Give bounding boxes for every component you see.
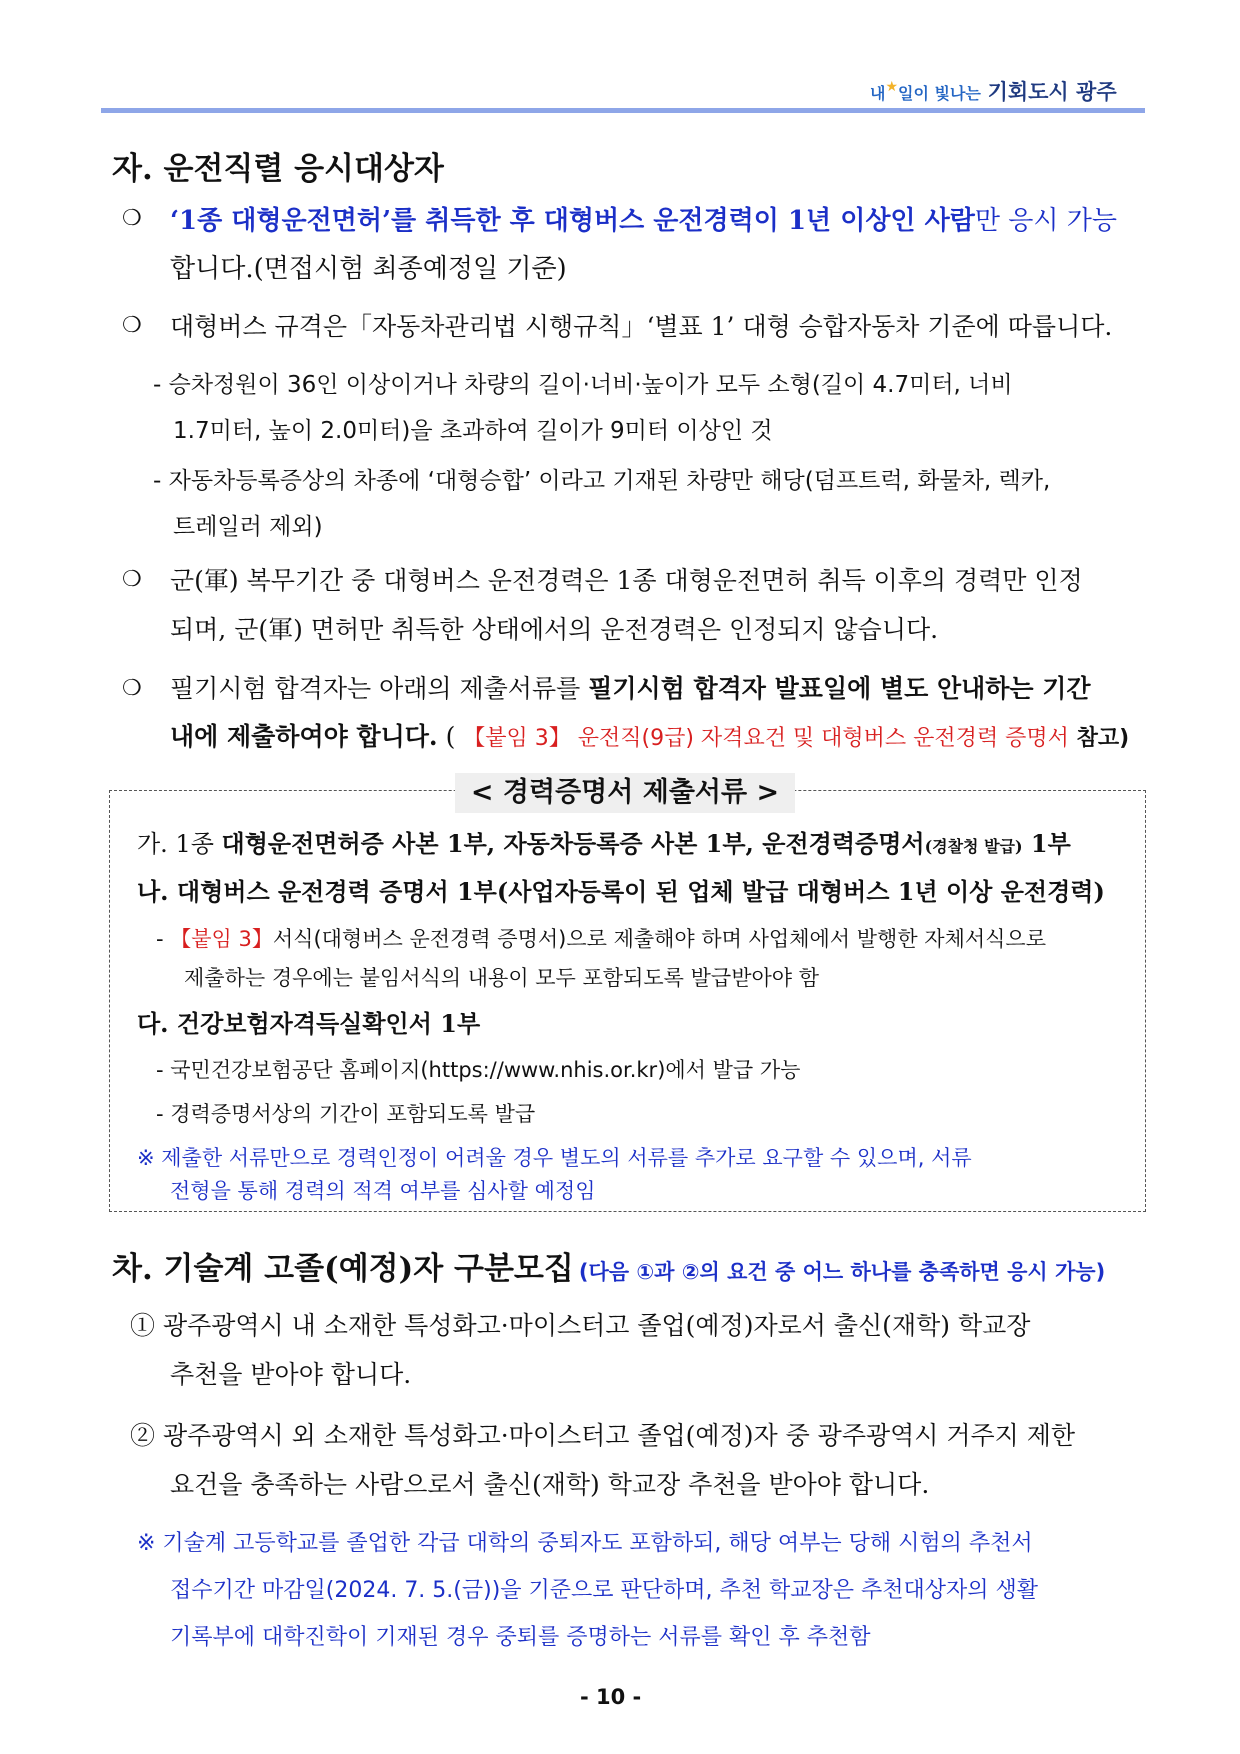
bullet-icon: ❍ (122, 567, 142, 592)
bullet-icon: ❍ (122, 676, 142, 701)
section-cha-title: 차. 기술계 고졸(예정)자 구분모집 (112, 1251, 574, 1287)
attachment-reference: 【붙임 3】 (170, 927, 273, 951)
cha-item-2-line-1: ② 광주광역시 외 소재한 특성화고·마이스터고 졸업(예정)자 중 광주광역시 거주지 제한 (130, 1421, 1076, 1450)
dash: - (156, 927, 171, 951)
cha-note-line-3: 기록부에 대학진학이 기재된 경우 중퇴를 증명하는 서류를 확인 후 추천함 (170, 1625, 871, 1650)
box-item-na: 나. 대형버스 운전경력 증명서 1부(사업자등록이 된 업체 발급 대형버스 1년 이상 운전경력) (137, 877, 1105, 906)
paragraph-4-line-2 (170, 717, 1129, 753)
sub-item-2-line-2: 트레일러 제외) (173, 514, 323, 540)
paragraph-4-emphasis: 필기시험 합격자 발표일에 별도 안내하는 기간 (588, 674, 1091, 703)
cha-note-line-1: ※ 기술계 고등학교를 졸업한 각급 대학의 중퇴자도 포함하되, 해당 여부는 당해 시험의 추천서 (137, 1531, 1033, 1556)
documents-box-title: < 경력증명서 제출서류 > (455, 773, 795, 813)
box-item-ga-tail: 1부 (1022, 829, 1071, 858)
star-icon: ★ (885, 79, 899, 95)
city-logo (870, 76, 1117, 106)
section-ja-title: 자. 운전직렬 응시대상자 (112, 151, 444, 187)
bullet-icon: ❍ (122, 206, 142, 231)
bullet-icon: ❍ (122, 313, 142, 338)
box-note-line-1: ※ 제출한 서류만으로 경력인정이 어려울 경우 별도의 서류를 추가로 요구할 수 있으며, 서류 (137, 1146, 972, 1170)
paragraph-3-line-2: 되며, 군(軍) 면허만 취득한 상태에서의 운전경력은 인정되지 않습니다. (170, 615, 939, 644)
paragraph-4-lead: 필기시험 합격자는 아래의 제출서류를 (170, 674, 589, 703)
requirement-highlight: ‘1종 대형운전면허’를 취득한 후 대형버스 운전경력이 1년 이상인 사람 (170, 206, 975, 236)
logo-text-3: 기회도시 광주 (987, 80, 1117, 104)
logo-text-1: 내 (870, 84, 886, 103)
box-item-ga-main: 대형운전면허증 사본 1부, 자동차등록증 사본 1부, 운전경력증명서 (221, 829, 925, 858)
paragraph-4-emphasis-2: 내에 제출하여야 합니다. (170, 722, 438, 751)
paragraph-4-tail: 참고) (1068, 726, 1130, 751)
paragraph-2: 대형버스 규격은「자동차관리법 시행규칙」‘별표 1’ 대형 승합자동차 기준에 따릅니다. (170, 312, 1113, 341)
cha-item-2-line-2: 요건을 충족하는 사람으로서 출신(재학) 학교장 추천을 받아야 합니다. (170, 1470, 930, 1499)
sub-item-1-line-1: - 승차정원이 36인 이상이거나 차량의 길이·너비·높이가 모두 소형(길이 4.7미터, 너비 (153, 372, 1013, 398)
box-note-line-2: 전형을 통해 경력의 적격 여부를 심사할 예정임 (170, 1179, 596, 1203)
paragraph-1-line-1 (170, 200, 1117, 237)
cha-note-line-2: 접수기간 마감일(2024. 7. 5.(금))을 기준으로 판단하며, 추천 학교장은 추천대상자의 생활 (170, 1578, 1039, 1603)
paragraph-4-line-1 (170, 669, 1091, 705)
header-divider (101, 108, 1145, 113)
page-number: - 10 - (580, 1685, 642, 1709)
box-item-da: 다. 건강보험자격득실확인서 1부 (137, 1009, 481, 1038)
box-item-ga (137, 824, 1071, 859)
sub-item-1-line-2: 1.7미터, 높이 2.0미터)을 초과하여 길이가 9미터 이상인 것 (173, 418, 773, 444)
attachment-reference: 【붙임 3】 운전직(9급) 자격요건 및 대형버스 운전경력 증명서 (463, 726, 1069, 751)
section-cha-title-note: (다음 ①과 ②의 요건 중 어느 하나를 충족하면 응시 가능) (578, 1260, 1106, 1284)
box-item-da-sub-1: - 국민건강보험공단 홈페이지(https://www.nhis.or.kr)에서 발급 가능 (156, 1058, 801, 1082)
sub-item-2-line-1: - 자동차등록증상의 차종에 ‘대형승합’ 이라고 기재된 차량만 해당(덤프트럭, 화물차, 렉카, (153, 468, 1051, 494)
section-cha-title-row (112, 1243, 1105, 1288)
cha-item-1-line-1: ① 광주광역시 내 소재한 특성화고·마이스터고 졸업(예정)자로서 출신(재학) 학교장 (130, 1311, 1031, 1340)
logo-text-2: 일이 빛나는 (898, 84, 981, 103)
box-item-na-sub-line-1 (156, 923, 1046, 953)
paragraph-4-paren: ( (445, 722, 464, 751)
cha-item-1-line-2: 추천을 받아야 합니다. (170, 1360, 412, 1389)
paragraph-1-line-2: 합니다.(면접시험 최종예정일 기준) (170, 254, 567, 284)
requirement-tail: 만 응시 가능 (974, 206, 1117, 236)
box-item-ga-lead: 가. 1종 (137, 830, 222, 858)
box-item-da-sub-2: - 경력증명서상의 기간이 포함되도록 발급 (156, 1102, 536, 1126)
box-item-na-sub-line-2: 제출하는 경우에는 붙임서식의 내용이 모두 포함되도록 발급받아야 함 (184, 966, 820, 990)
box-item-ga-small: (경찰청 발급) (924, 837, 1023, 856)
paragraph-3-line-1: 군(軍) 복무기간 중 대형버스 운전경력은 1종 대형운전면허 취득 이후의 경력만 인정 (170, 566, 1083, 595)
box-item-na-sub-text: 서식(대형버스 운전경력 증명서)으로 제출해야 하며 사업체에서 발행한 자체서식으로 (272, 927, 1046, 951)
